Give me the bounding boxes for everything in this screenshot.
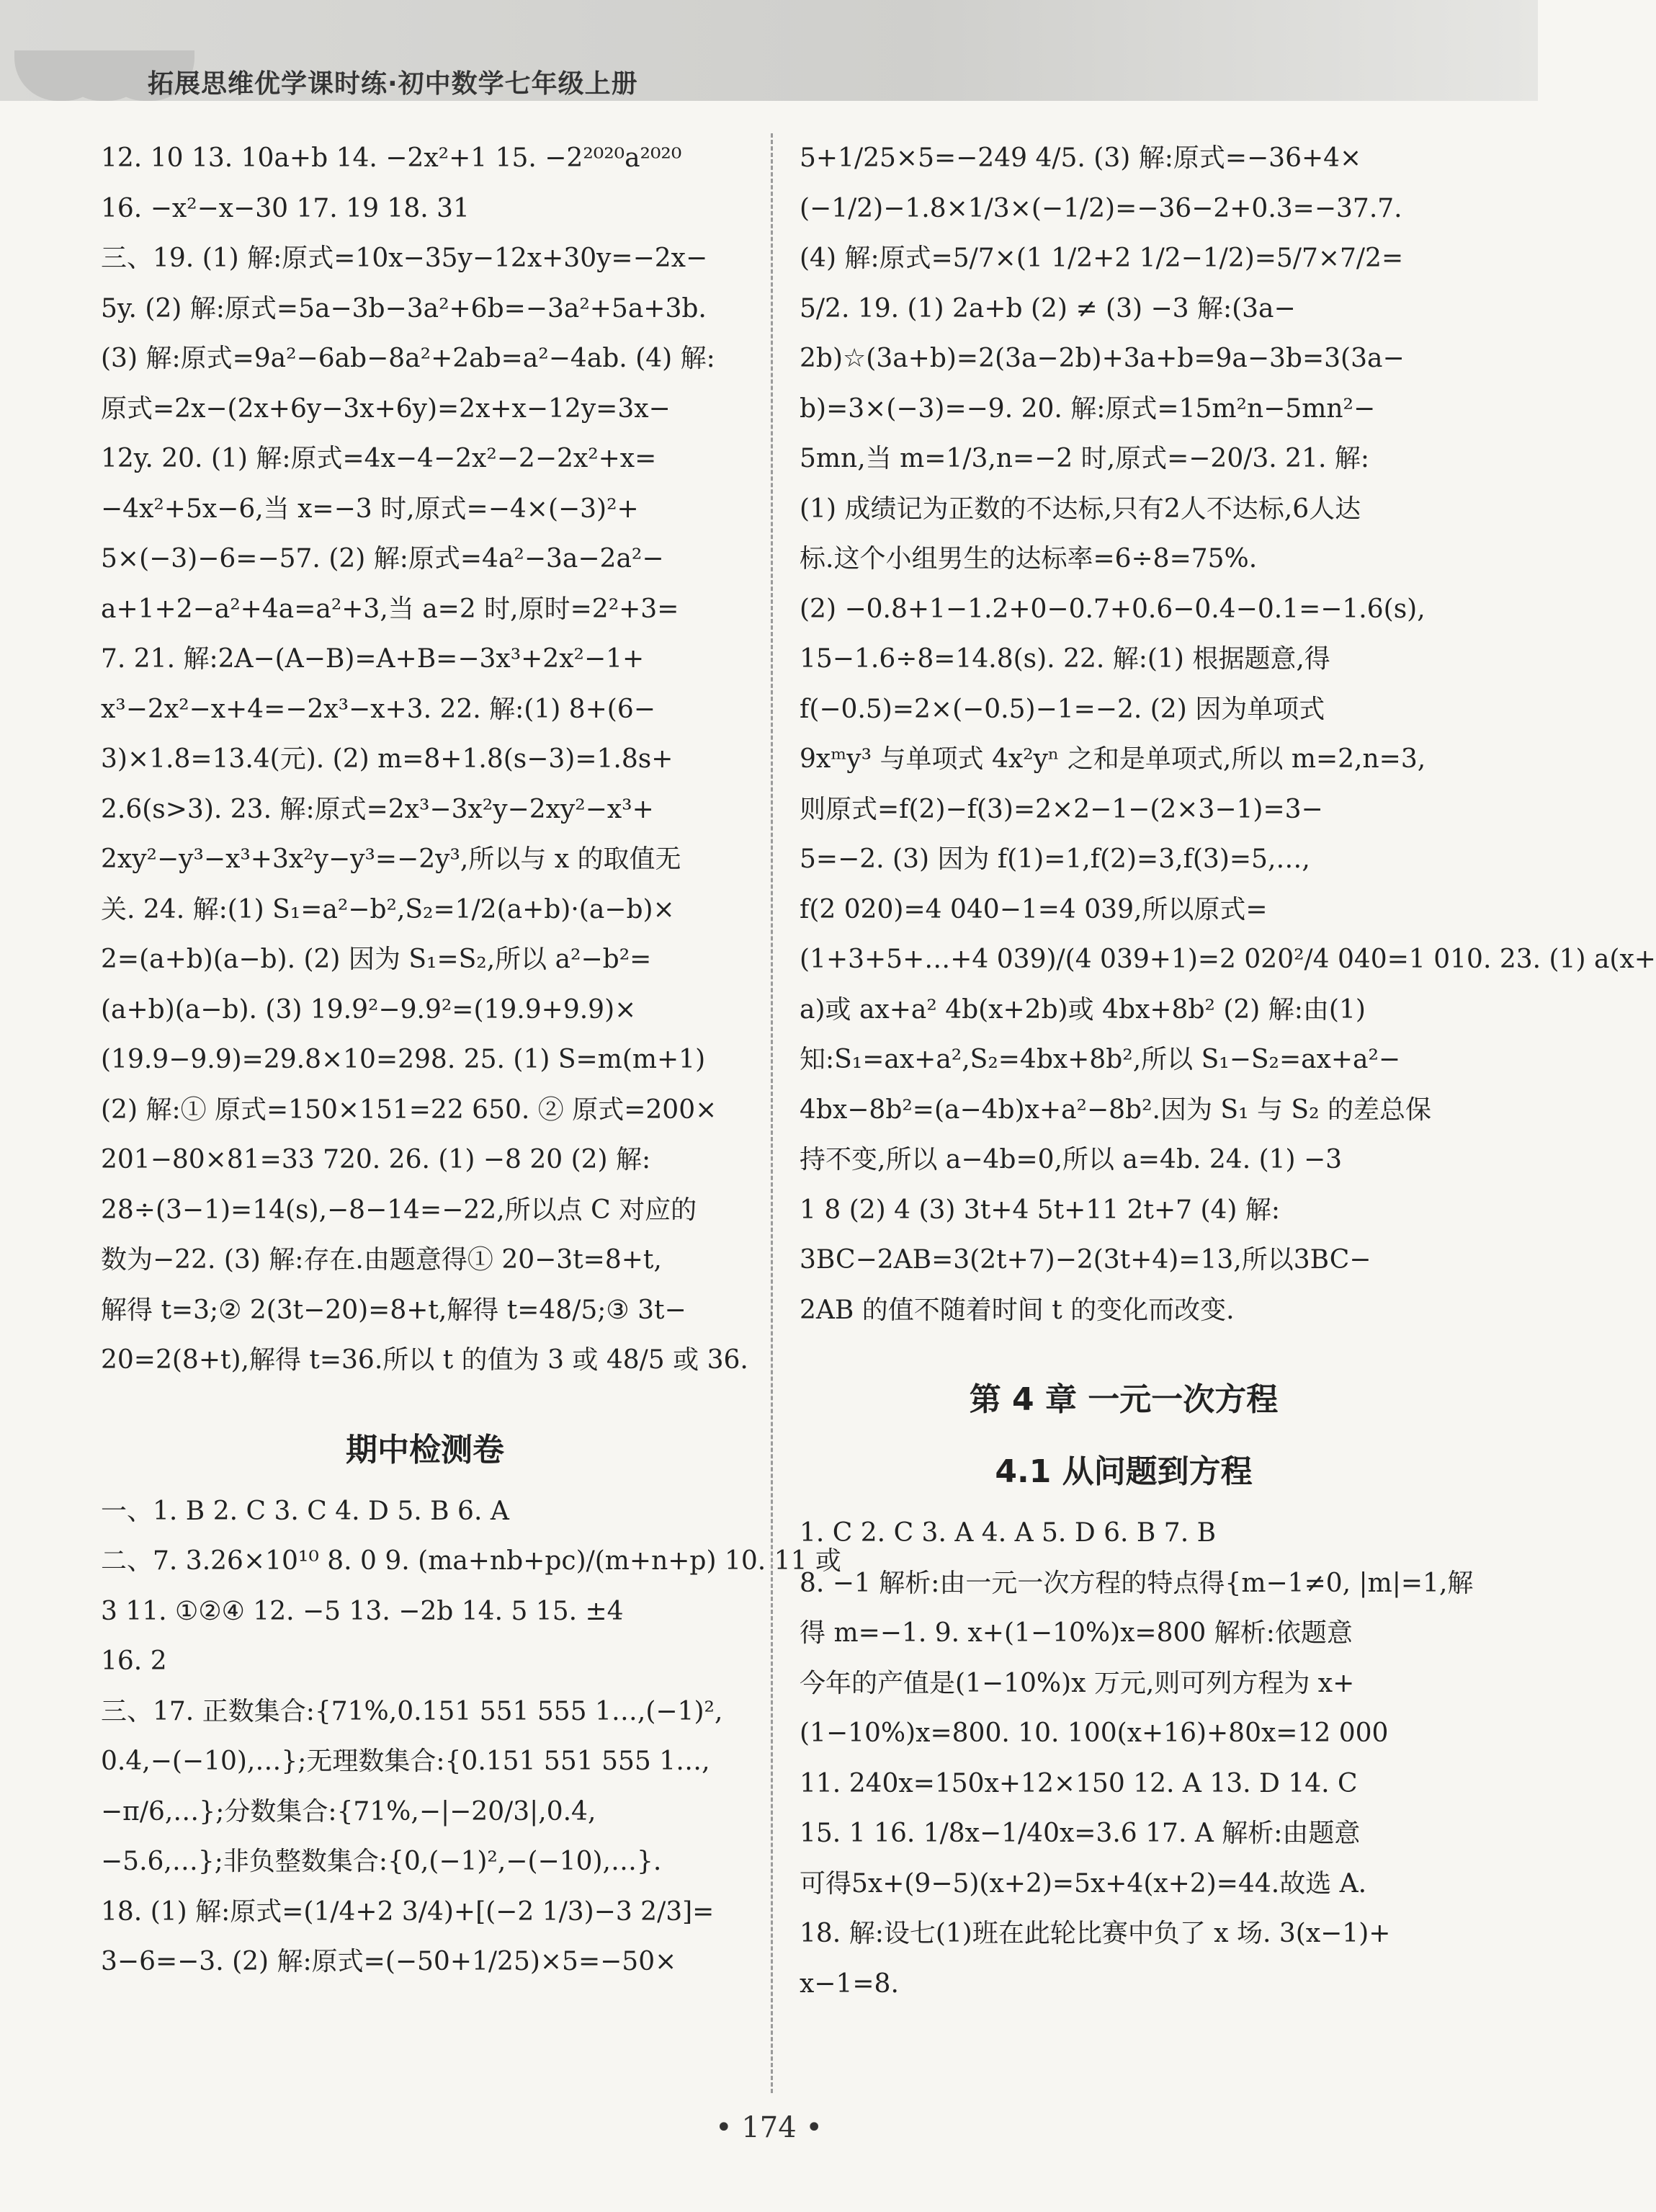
answer-line: 9xᵐy³ 与单项式 4x²yⁿ 之和是单项式,所以 m=2,n=3, — [800, 744, 1426, 774]
section-heading: 4.1 从问题到方程 — [995, 1453, 1253, 1490]
section-heading-midterm: 期中检测卷 — [346, 1431, 504, 1468]
answer-line: 关. 24. 解:(1) S₁=a²−b²,S₂=1/2(a+b)·(a−b)× — [101, 894, 675, 924]
answer-block — [800, 1508, 1474, 2009]
answer-line: (−1/2)−1.8×1/3×(−1/2)=−36−2+0.3=−37.7. — [800, 193, 1402, 223]
answer-line: 15. 1 16. 1/8x−1/40x=3.6 17. A 解析:由题意 — [800, 1819, 1361, 1848]
answer-line: 标.这个小组男生的达标率=6÷8=75%. — [800, 544, 1258, 574]
left-column — [101, 133, 841, 1987]
answer-line: 20=2(8+t),解得 t=36.所以 t 的值为 3 或 48/5 或 36. — [101, 1345, 748, 1375]
answer-line: −5.6,…};非负整数集合:{0,(−1)²,−(−10),…}. — [101, 1847, 662, 1876]
answer-line: 16. −x²−x−30 17. 19 18. 31 — [101, 193, 470, 223]
answer-line: f(2 020)=4 040−1=4 039,所以原式= — [800, 894, 1268, 924]
answer-line: 原式=2x−(2x+6y−3x+6y)=2x+x−12y=3x− — [101, 393, 671, 424]
answer-line: x−1=8. — [800, 1968, 899, 1999]
answer-line: 三、19. (1) 解:原式=10x−35y−12x+30y=−2x− — [101, 244, 708, 273]
answer-line: 16. 2 — [101, 1646, 167, 1676]
answer-line: 2AB 的值不随着时间 t 的变化而改变. — [800, 1295, 1235, 1325]
answer-line: 1 8 (2) 4 (3) 3t+4 5t+11 2t+7 (4) 解: — [800, 1195, 1281, 1225]
answer-line: 今年的产值是(1−10%)x 万元,则可列方程为 x+ — [800, 1668, 1355, 1698]
answer-line: 知:S₁=ax+a²,S₂=4bx+8b²,所以 S₁−S₂=ax+a²− — [800, 1045, 1401, 1074]
answer-line: (2) 解:① 原式=150×151=22 650. ② 原式=200× — [101, 1094, 717, 1125]
answer-line: (1−10%)x=800. 10. 100(x+16)+80x=12 000 — [800, 1718, 1389, 1748]
chapter-heading: 第 4 章 一元一次方程 — [969, 1381, 1279, 1418]
answer-line: 0.4̇,−(−10),…};无理数集合:{0.151 551 555 1…, — [101, 1747, 710, 1776]
answer-line: 3)×1.8=13.4(元). (2) m=8+1.8(s−3)=1.8s+ — [101, 744, 673, 774]
answer-line: 3BC−2AB=3(2t+7)−2(3t+4)=13,所以3BC− — [800, 1245, 1371, 1275]
answer-line: 18. (1) 解:原式=(1/4+2 3/4)+[(−2 1/3)−3 2/3]= — [101, 1896, 715, 1927]
answer-line: b)=3×(−3)=−9. 20. 解:原式=15m²n−5mn²− — [800, 393, 1376, 424]
answer-line: 2.6(s>3). 23. 解:原式=2x³−3x²y−2xy²−x³+ — [101, 794, 654, 824]
answer-line: (3) 解:原式=9a²−6ab−8a²+2ab=a²−4ab. (4) 解: — [101, 344, 715, 373]
answer-line: 得 m=−1. 9. x+(1−10%)x=800 解析:依题意 — [800, 1618, 1353, 1648]
answer-line: a+1+2−a²+4a=a²+3,当 a=2 时,原时=2²+3= — [101, 594, 679, 624]
answer-line: 解得 t=3;② 2(3t−20)=8+t,解得 t=48/5;③ 3t− — [101, 1295, 686, 1325]
answer-line: 1. C 2. C 3. A 4. A 5. D 6. B 7. B — [800, 1518, 1217, 1548]
answer-line: 2b)☆(3a+b)=2(3a−2b)+3a+b=9a−3b=3(3a− — [800, 344, 1405, 373]
answer-line: a)或 ax+a² 4b(x+2b)或 4bx+8b² (2) 解:由(1) — [800, 994, 1366, 1025]
answer-line: (2) −0.8+1−1.2+0−0.7+0.6−0.4−0.1=−1.6(s), — [800, 594, 1425, 624]
answer-line: 5=−2. (3) 因为 f(1)=1,f(2)=3,f(3)=5,…, — [800, 844, 1310, 874]
answer-line: (4) 解:原式=5/7×(1 1/2+2 1/2−1/2)=5/7×7/2= — [800, 244, 1404, 273]
answer-line: (a+b)(a−b). (3) 19.9²−9.9²=(19.9+9.9)× — [101, 994, 637, 1025]
page-header — [0, 0, 1538, 101]
answer-line: x³−2x²−x+4=−2x³−x+3. 22. 解:(1) 8+(6− — [101, 694, 655, 724]
answer-line: 5y. (2) 解:原式=5a−3b−3a²+6b=−3a²+5a+3b. — [101, 293, 707, 324]
answer-line: 201−80×81=33 720. 26. (1) −8 20 (2) 解: — [101, 1145, 651, 1174]
answer-line: 12y. 20. (1) 解:原式=4x−4−2x²−2−2x²+x= — [101, 444, 657, 473]
answer-line: f(−0.5)=2×(−0.5)−1=−2. (2) 因为单项式 — [800, 694, 1325, 724]
answer-line: 7. 21. 解:2A−(A−B)=A+B=−3x³+2x²−1+ — [101, 644, 645, 674]
answer-line: 二、7. 3.26×10¹⁰ 8. 0 9. (ma+nb+pc)/(m+n+p) 10. 11 或 — [101, 1546, 841, 1576]
answer-line: 4bx−8b²=(a−4b)x+a²−8b².因为 S₁ 与 S₂ 的差总保 — [800, 1094, 1431, 1125]
answer-line: (1+3+5+…+4 039)/(4 039+1)=2 020²/4 040=1 010. 23. (1) a(x+ — [800, 945, 1656, 974]
answer-line: 3 11. ①②④ 12. −5 13. −2b 14. 5 15. ±4 — [101, 1596, 624, 1626]
right-column — [800, 133, 1656, 2009]
answer-block — [101, 133, 749, 1386]
answer-line: 11. 240x=150x+12×150 12. A 13. D 14. C — [800, 1768, 1358, 1798]
answer-line: 一、1. B 2. C 3. C 4. D 5. B 6. A — [101, 1496, 509, 1526]
column-divider — [771, 133, 773, 2093]
answer-line: 数为−22. (3) 解:存在.由题意得① 20−3t=8+t, — [101, 1245, 662, 1275]
answer-line: 15−1.6÷8=14.8(s). 22. 解:(1) 根据题意,得 — [800, 644, 1330, 674]
answer-line: 5×(−3)−6=−57. (2) 解:原式=4a²−3a−2a²− — [101, 544, 664, 574]
answer-line: 则原式=f(2)−f(3)=2×2−1−(2×3−1)=3− — [800, 794, 1323, 824]
answer-line: 28÷(3−1)=14(s),−8−14=−22,所以点 C 对应的 — [101, 1195, 697, 1225]
answer-line: 12. 10 13. 10a+b 14. −2x²+1 15. −2²⁰²⁰a²⁰²⁰ — [101, 143, 682, 173]
answer-line: 5mn,当 m=1/3,n=−2 时,原式=−20/3. 21. 解: — [800, 444, 1369, 473]
answer-line: −4x²+5x−6,当 x=−3 时,原式=−4×(−3)²+ — [101, 494, 639, 524]
page-number: • 174 • — [715, 2111, 823, 2144]
answer-line: 持不变,所以 a−4b=0,所以 a=4b. 24. (1) −3 — [800, 1145, 1343, 1174]
answer-line: 2=(a+b)(a−b). (2) 因为 S₁=S₂,所以 a²−b²= — [101, 945, 652, 974]
book-title: 拓展思维优学课时练·初中数学七年级上册 — [148, 69, 638, 99]
answer-line: 2xy²−y³−x³+3x²y−y³=−2y³,所以与 x 的取值无 — [101, 844, 681, 874]
answer-line: 5+1/25×5=−249 4/5. (3) 解:原式=−36+4× — [800, 143, 1362, 173]
answer-line: −π/6,…};分数集合:{71%,−|−20/3|,0.4̇, — [101, 1796, 596, 1827]
answer-line: 18. 解:设七(1)班在此轮比赛中负了 x 场. 3(x−1)+ — [800, 1919, 1391, 1948]
answer-line: 3−6=−3. (2) 解:原式=(−50+1/25)×5=−50× — [101, 1947, 677, 1976]
answer-line: 8. −1 解析:由一元一次方程的特点得{m−1≠0, |m|=1,解 — [800, 1568, 1474, 1598]
answer-line: (1) 成绩记为正数的不达标,只有2人不达标,6人达 — [800, 494, 1361, 524]
answer-block — [101, 1486, 841, 1987]
answer-line: (19.9−9.9)=29.8×10=298. 25. (1) S=m(m+1) — [101, 1045, 706, 1074]
answer-line: 三、17. 正数集合:{71%,0.151 551 555 1…,(−1)², — [101, 1696, 723, 1726]
answer-line: 可得5x+(9−5)(x+2)=5x+4(x+2)=44.故选 A. — [800, 1868, 1367, 1899]
answer-line: 5/2. 19. (1) 2a+b (2) ≠ (3) −3 解:(3a− — [800, 293, 1296, 324]
answer-block — [800, 133, 1656, 1335]
